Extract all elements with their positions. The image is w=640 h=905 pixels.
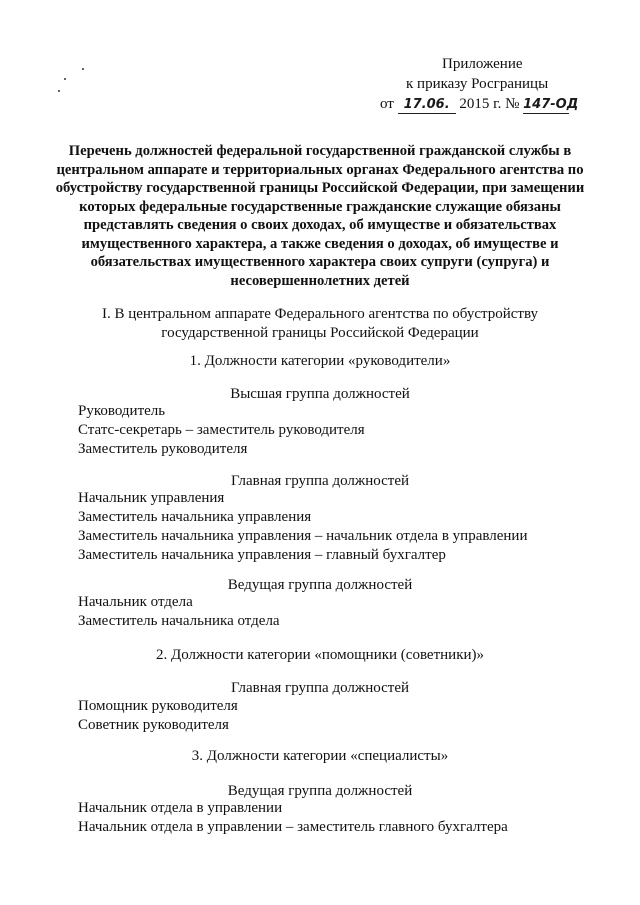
list-item: Начальник отдела (78, 594, 193, 610)
group-heading: Ведущая группа должностей (227, 577, 413, 593)
group-heading: Ведущая группа должностей (227, 783, 413, 799)
order-reference: к приказу Росграницы (406, 76, 549, 92)
date-prefix: от (380, 96, 394, 112)
list-item: Заместитель начальника управления – главный бухгалтер (78, 547, 446, 563)
category-heading: 3. Должности категории «специалисты» (191, 748, 449, 764)
order-date-line (380, 94, 620, 114)
document-title: Перечень должностей федеральной государственной гражданской службы в центральном аппарате и территориальных органах Федерального агентства по обустройству государственной границы Российской Федерации, при замещении которых федеральные государственные гражданские служащие обязаны представлять сведения о своих доходах, об имуществе и обязательствах имущественного характера, а также сведения о доходах, об имуществе и обязательствах имущественного характера своих супруги (супруга) и несовершеннолетних детей (55, 143, 585, 289)
appendix-label: Приложение (442, 56, 523, 72)
position-list (78, 799, 508, 837)
list-item: Советник руководителя (78, 717, 229, 733)
list-item: Начальник отдела в управлении – заместитель главного бухгалтера (78, 819, 508, 835)
handwritten-date: 17.06. (398, 97, 456, 114)
list-item: Начальник управления (78, 490, 225, 506)
appendix-header (380, 54, 620, 114)
category-heading: 2. Должности категории «помощники (советники)» (155, 647, 485, 663)
part-heading: I. В центральном аппарате Федерального агентства по обустройству государственной границы Российской Федерации (101, 306, 539, 341)
list-item: Руководитель (78, 403, 166, 419)
group-heading: Высшая группа должностей (230, 386, 410, 402)
list-item: Заместитель начальника управления (78, 509, 312, 525)
position-list (78, 402, 365, 459)
handwritten-order-number: 147-ОД (523, 97, 579, 112)
position-list (78, 593, 280, 631)
list-item: Начальник отдела в управлении (78, 800, 283, 816)
list-item: Статс-секретарь – заместитель руководителя (78, 422, 365, 438)
list-item: Заместитель начальника управления – начальник отдела в управлении (78, 528, 528, 544)
order-year: 2015 г. № (459, 96, 520, 112)
list-item: Заместитель начальника отдела (78, 613, 280, 629)
position-list (78, 697, 238, 735)
list-item: Помощник руководителя (78, 698, 238, 714)
position-list (78, 489, 527, 565)
group-heading: Главная группа должностей (230, 473, 410, 489)
list-item: Заместитель руководителя (78, 441, 248, 457)
category-heading: 1. Должности категории «руководители» (189, 353, 451, 369)
group-heading: Главная группа должностей (230, 680, 410, 696)
